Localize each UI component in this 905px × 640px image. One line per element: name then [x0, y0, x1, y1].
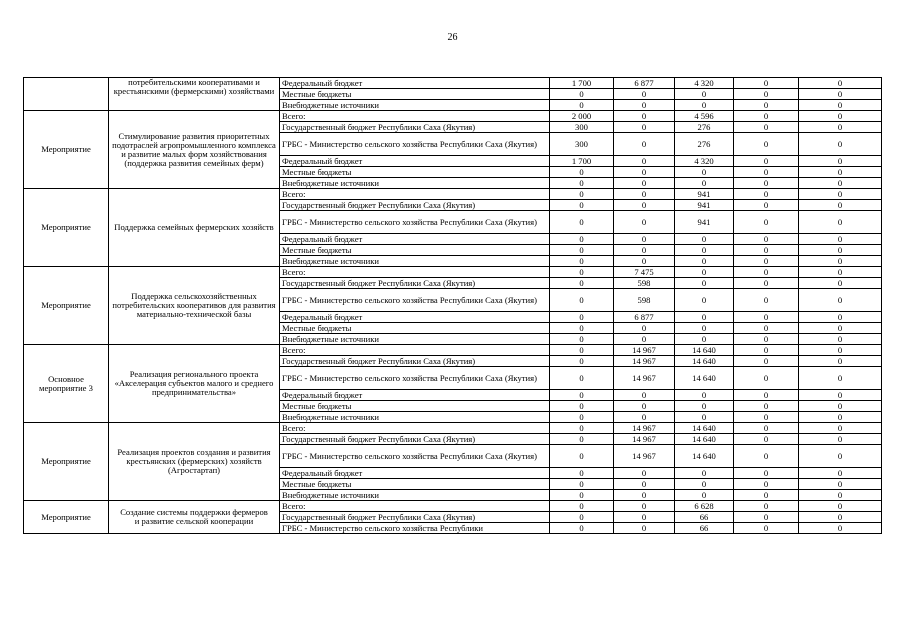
amount-cell: 0 — [799, 167, 882, 178]
activity-type: Мероприятие — [24, 267, 109, 345]
amount-cell: 0 — [614, 334, 675, 345]
amount-cell: 0 — [675, 490, 734, 501]
amount-cell: 0 — [614, 111, 675, 122]
amount-cell: 0 — [734, 245, 799, 256]
amount-cell: 0 — [614, 401, 675, 412]
amount-cell: 0 — [799, 423, 882, 434]
amount-cell: 0 — [734, 267, 799, 278]
amount-cell: 0 — [550, 289, 614, 312]
page-number: 26 — [447, 32, 458, 43]
amount-cell: 0 — [734, 122, 799, 133]
amount-cell: 0 — [799, 356, 882, 367]
activity-type: Мероприятие — [24, 111, 109, 189]
activity-type: Мероприятие — [24, 189, 109, 267]
amount-cell: 0 — [550, 468, 614, 479]
amount-cell: 0 — [799, 189, 882, 200]
activity-name: потребительскими кооперативами и крестьянскими (фермерскими) хозяйствами — [109, 78, 280, 111]
funding-source: Местные бюджеты — [280, 479, 550, 490]
funding-source: Внебюджетные источники — [280, 100, 550, 111]
amount-cell: 0 — [675, 278, 734, 289]
amount-cell: 0 — [799, 523, 882, 534]
amount-cell: 14 640 — [675, 356, 734, 367]
amount-cell: 14 640 — [675, 445, 734, 468]
amount-cell: 276 — [675, 122, 734, 133]
amount-cell: 0 — [734, 167, 799, 178]
amount-cell: 300 — [550, 133, 614, 156]
amount-cell: 14 967 — [614, 356, 675, 367]
amount-cell: 2 000 — [550, 111, 614, 122]
amount-cell: 0 — [734, 211, 799, 234]
funding-source: Внебюджетные источники — [280, 256, 550, 267]
amount-cell: 941 — [675, 200, 734, 211]
amount-cell: 0 — [675, 468, 734, 479]
funding-source: ГРБС - Министерство сельского хозяйства Республики Саха (Якутия) — [280, 211, 550, 234]
amount-cell: 0 — [550, 278, 614, 289]
amount-cell: 0 — [550, 445, 614, 468]
amount-cell: 0 — [550, 390, 614, 401]
amount-cell: 0 — [734, 423, 799, 434]
amount-cell: 0 — [734, 479, 799, 490]
amount-cell: 0 — [799, 156, 882, 167]
funding-source: Федеральный бюджет — [280, 468, 550, 479]
amount-cell: 14 640 — [675, 423, 734, 434]
amount-cell: 0 — [614, 323, 675, 334]
amount-cell: 0 — [734, 523, 799, 534]
amount-cell: 0 — [734, 78, 799, 89]
amount-cell: 0 — [734, 312, 799, 323]
amount-cell: 0 — [734, 278, 799, 289]
funding-source: Местные бюджеты — [280, 167, 550, 178]
funding-source: Местные бюджеты — [280, 245, 550, 256]
amount-cell: 0 — [614, 479, 675, 490]
funding-source: ГРБС - Министерство сельского хозяйства Республики Саха (Якутия) — [280, 289, 550, 312]
amount-cell: 0 — [734, 111, 799, 122]
funding-source: Государственный бюджет Республики Саха (Якутия) — [280, 200, 550, 211]
amount-cell: 0 — [799, 111, 882, 122]
amount-cell: 0 — [550, 100, 614, 111]
table-row — [24, 78, 882, 89]
amount-cell: 300 — [550, 122, 614, 133]
amount-cell: 0 — [614, 100, 675, 111]
amount-cell: 4 596 — [675, 111, 734, 122]
table-row — [24, 189, 882, 200]
amount-cell: 0 — [799, 312, 882, 323]
amount-cell: 0 — [734, 434, 799, 445]
amount-cell: 0 — [550, 256, 614, 267]
amount-cell: 0 — [614, 167, 675, 178]
amount-cell: 66 — [675, 512, 734, 523]
table-row — [24, 423, 882, 434]
funding-source: Федеральный бюджет — [280, 390, 550, 401]
amount-cell: 941 — [675, 189, 734, 200]
amount-cell: 14 967 — [614, 434, 675, 445]
amount-cell: 0 — [614, 133, 675, 156]
funding-source: ГРБС - Министерство сельского хозяйства Республики Саха (Якутия) — [280, 445, 550, 468]
amount-cell: 0 — [799, 367, 882, 390]
funding-source: Государственный бюджет Республики Саха (Якутия) — [280, 278, 550, 289]
funding-source: Всего: — [280, 501, 550, 512]
amount-cell: 66 — [675, 523, 734, 534]
funding-source: Государственный бюджет Республики Саха (Якутия) — [280, 356, 550, 367]
amount-cell: 0 — [734, 490, 799, 501]
amount-cell: 0 — [799, 178, 882, 189]
amount-cell: 0 — [614, 122, 675, 133]
amount-cell: 14 640 — [675, 367, 734, 390]
table-row — [24, 501, 882, 512]
funding-source: Государственный бюджет Республики Саха (Якутия) — [280, 512, 550, 523]
amount-cell: 0 — [550, 312, 614, 323]
amount-cell: 0 — [799, 122, 882, 133]
amount-cell: 0 — [675, 390, 734, 401]
amount-cell: 0 — [614, 178, 675, 189]
amount-cell: 0 — [799, 323, 882, 334]
amount-cell: 0 — [550, 423, 614, 434]
amount-cell: 0 — [734, 133, 799, 156]
amount-cell: 0 — [734, 401, 799, 412]
amount-cell: 4 320 — [675, 78, 734, 89]
amount-cell: 0 — [675, 267, 734, 278]
amount-cell: 0 — [675, 234, 734, 245]
amount-cell: 0 — [675, 256, 734, 267]
amount-cell: 0 — [734, 345, 799, 356]
amount-cell: 0 — [614, 200, 675, 211]
amount-cell: 0 — [734, 367, 799, 390]
activity-type: Мероприятие — [24, 501, 109, 534]
amount-cell: 0 — [550, 523, 614, 534]
funding-source: Федеральный бюджет — [280, 156, 550, 167]
amount-cell: 0 — [614, 245, 675, 256]
amount-cell: 0 — [799, 267, 882, 278]
amount-cell: 0 — [799, 278, 882, 289]
amount-cell: 14 967 — [614, 423, 675, 434]
amount-cell: 0 — [550, 234, 614, 245]
amount-cell: 0 — [799, 100, 882, 111]
amount-cell: 0 — [550, 189, 614, 200]
activity-type — [24, 78, 109, 111]
funding-source: ГРБС - Министерство сельского хозяйства Республики — [280, 523, 550, 534]
amount-cell: 6 877 — [614, 78, 675, 89]
amount-cell: 0 — [799, 234, 882, 245]
funding-source: Внебюджетные источники — [280, 490, 550, 501]
amount-cell: 0 — [799, 245, 882, 256]
amount-cell: 0 — [550, 412, 614, 423]
amount-cell: 0 — [550, 211, 614, 234]
funding-source: Федеральный бюджет — [280, 312, 550, 323]
amount-cell: 0 — [734, 501, 799, 512]
amount-cell: 14 640 — [675, 434, 734, 445]
amount-cell: 0 — [799, 200, 882, 211]
funding-source: ГРБС - Министерство сельского хозяйства Республики Саха (Якутия) — [280, 133, 550, 156]
amount-cell: 0 — [734, 512, 799, 523]
amount-cell: 0 — [734, 189, 799, 200]
amount-cell: 6 628 — [675, 501, 734, 512]
amount-cell: 0 — [675, 401, 734, 412]
amount-cell: 14 967 — [614, 367, 675, 390]
funding-source: Местные бюджеты — [280, 89, 550, 100]
amount-cell: 0 — [734, 178, 799, 189]
amount-cell: 0 — [734, 468, 799, 479]
amount-cell: 14 967 — [614, 345, 675, 356]
amount-cell: 0 — [799, 501, 882, 512]
amount-cell: 0 — [734, 289, 799, 312]
amount-cell: 6 877 — [614, 312, 675, 323]
funding-source: Всего: — [280, 267, 550, 278]
amount-cell: 0 — [550, 167, 614, 178]
amount-cell: 14 967 — [614, 445, 675, 468]
funding-source: Местные бюджеты — [280, 401, 550, 412]
amount-cell: 0 — [550, 200, 614, 211]
funding-source: Внебюджетные источники — [280, 334, 550, 345]
amount-cell: 0 — [799, 390, 882, 401]
amount-cell: 0 — [799, 133, 882, 156]
amount-cell: 0 — [614, 156, 675, 167]
budget-table — [23, 77, 882, 534]
funding-source: Всего: — [280, 345, 550, 356]
table-row — [24, 345, 882, 356]
activity-type: Основное мероприятие 3 — [24, 345, 109, 423]
amount-cell: 7 475 — [614, 267, 675, 278]
amount-cell: 0 — [734, 356, 799, 367]
amount-cell: 0 — [675, 178, 734, 189]
amount-cell: 0 — [799, 334, 882, 345]
amount-cell: 0 — [614, 189, 675, 200]
amount-cell: 0 — [799, 412, 882, 423]
amount-cell: 0 — [799, 211, 882, 234]
funding-source: Всего: — [280, 189, 550, 200]
amount-cell: 0 — [734, 445, 799, 468]
amount-cell: 0 — [799, 468, 882, 479]
amount-cell: 0 — [734, 200, 799, 211]
activity-name: Поддержка сельскохозяйственных потребительских кооперативов для развития материально-технической базы — [109, 267, 280, 345]
amount-cell: 0 — [799, 445, 882, 468]
amount-cell: 0 — [614, 390, 675, 401]
funding-source: Федеральный бюджет — [280, 234, 550, 245]
amount-cell: 0 — [550, 356, 614, 367]
amount-cell: 0 — [550, 323, 614, 334]
funding-source: ГРБС - Министерство сельского хозяйства Республики Саха (Якутия) — [280, 367, 550, 390]
amount-cell: 0 — [614, 89, 675, 100]
amount-cell: 0 — [799, 434, 882, 445]
activity-name: Поддержка семейных фермерских хозяйств — [109, 189, 280, 267]
amount-cell: 0 — [550, 178, 614, 189]
amount-cell: 0 — [550, 245, 614, 256]
amount-cell: 0 — [734, 100, 799, 111]
amount-cell: 0 — [550, 267, 614, 278]
amount-cell: 0 — [550, 334, 614, 345]
funding-source: Федеральный бюджет — [280, 78, 550, 89]
amount-cell: 1 700 — [550, 78, 614, 89]
amount-cell: 0 — [675, 412, 734, 423]
amount-cell: 0 — [614, 211, 675, 234]
funding-source: Всего: — [280, 423, 550, 434]
amount-cell: 0 — [614, 490, 675, 501]
amount-cell: 0 — [614, 412, 675, 423]
amount-cell: 0 — [675, 167, 734, 178]
amount-cell: 0 — [734, 334, 799, 345]
funding-source: Внебюджетные источники — [280, 412, 550, 423]
amount-cell: 0 — [675, 89, 734, 100]
amount-cell: 0 — [550, 512, 614, 523]
amount-cell: 0 — [675, 479, 734, 490]
activity-name: Реализация регионального проекта «Акселерация субъектов малого и среднего предпринимательства» — [109, 345, 280, 423]
table-row — [24, 267, 882, 278]
activity-type: Мероприятие — [24, 423, 109, 501]
amount-cell: 598 — [614, 289, 675, 312]
amount-cell: 0 — [550, 345, 614, 356]
amount-cell: 0 — [799, 512, 882, 523]
amount-cell: 0 — [799, 490, 882, 501]
amount-cell: 0 — [614, 234, 675, 245]
amount-cell: 0 — [675, 289, 734, 312]
funding-source: Государственный бюджет Республики Саха (Якутия) — [280, 434, 550, 445]
amount-cell: 0 — [734, 256, 799, 267]
amount-cell: 0 — [799, 479, 882, 490]
amount-cell: 0 — [799, 256, 882, 267]
amount-cell: 0 — [734, 234, 799, 245]
amount-cell: 0 — [675, 334, 734, 345]
activity-name: Реализация проектов создания и развития крестьянских (фермерских) хозяйств (Агростартап) — [109, 423, 280, 501]
amount-cell: 0 — [550, 490, 614, 501]
table-row — [24, 111, 882, 122]
amount-cell: 0 — [675, 245, 734, 256]
funding-source: Всего: — [280, 111, 550, 122]
amount-cell: 941 — [675, 211, 734, 234]
amount-cell: 0 — [614, 256, 675, 267]
amount-cell: 0 — [550, 367, 614, 390]
amount-cell: 0 — [734, 89, 799, 100]
amount-cell: 0 — [614, 512, 675, 523]
amount-cell: 0 — [675, 100, 734, 111]
amount-cell: 0 — [799, 89, 882, 100]
amount-cell: 0 — [614, 523, 675, 534]
amount-cell: 0 — [614, 468, 675, 479]
amount-cell: 0 — [550, 479, 614, 490]
amount-cell: 0 — [550, 401, 614, 412]
amount-cell: 0 — [734, 156, 799, 167]
amount-cell: 0 — [799, 78, 882, 89]
amount-cell: 0 — [734, 390, 799, 401]
amount-cell: 0 — [550, 434, 614, 445]
amount-cell: 0 — [799, 345, 882, 356]
amount-cell: 4 320 — [675, 156, 734, 167]
amount-cell: 0 — [799, 289, 882, 312]
amount-cell: 0 — [550, 501, 614, 512]
amount-cell: 0 — [734, 323, 799, 334]
funding-source: Внебюджетные источники — [280, 178, 550, 189]
funding-source: Государственный бюджет Республики Саха (Якутия) — [280, 122, 550, 133]
funding-source: Местные бюджеты — [280, 323, 550, 334]
amount-cell: 0 — [675, 323, 734, 334]
activity-name: Стимулирование развития приоритетных подотраслей агропромышленного комплекса и развитие малых форм хозяйствования (поддержка развития семейных ферм) — [109, 111, 280, 189]
amount-cell: 0 — [675, 312, 734, 323]
amount-cell: 0 — [614, 501, 675, 512]
amount-cell: 598 — [614, 278, 675, 289]
amount-cell: 276 — [675, 133, 734, 156]
amount-cell: 1 700 — [550, 156, 614, 167]
amount-cell: 14 640 — [675, 345, 734, 356]
amount-cell: 0 — [734, 412, 799, 423]
activity-name: Создание системы поддержки фермеров и развитие сельской кооперации — [109, 501, 280, 534]
amount-cell: 0 — [550, 89, 614, 100]
amount-cell: 0 — [799, 401, 882, 412]
